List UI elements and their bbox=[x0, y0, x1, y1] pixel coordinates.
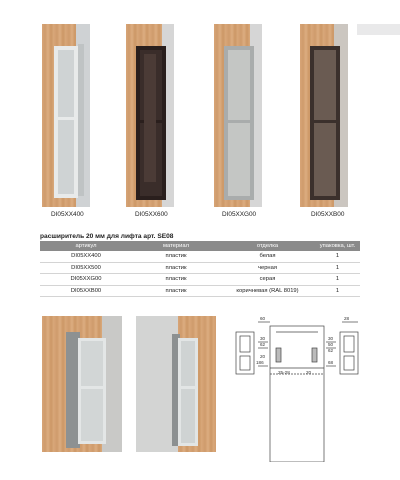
cell-finish: белая bbox=[220, 251, 315, 262]
drawing-main-frame bbox=[270, 326, 324, 462]
table-header-row bbox=[40, 241, 360, 251]
product-code: DI05XXG00 bbox=[222, 211, 257, 218]
dim-label: 68 bbox=[328, 360, 334, 365]
drawing-right-frame bbox=[340, 332, 358, 374]
installed-photo-front bbox=[42, 316, 122, 452]
cell-pack: 1 bbox=[315, 274, 360, 286]
dim-label: 20 bbox=[260, 354, 266, 359]
cell-pack: 1 bbox=[315, 251, 360, 262]
cell-finish: черная bbox=[220, 262, 315, 274]
dim-label: 50 bbox=[328, 342, 334, 347]
col-header-pack: упаковка, шт. bbox=[315, 241, 360, 251]
cell-pack: 1 bbox=[315, 262, 360, 274]
drawing-left-frame bbox=[236, 332, 254, 374]
product-code: DI05XX600 bbox=[135, 211, 168, 218]
product-code: DI05XX400 bbox=[51, 211, 84, 218]
technical-drawing bbox=[232, 312, 360, 462]
cell-material: пластик bbox=[132, 285, 220, 297]
cell-finish: коричневая (RAL 8019) bbox=[220, 285, 315, 297]
table-row bbox=[40, 251, 360, 262]
col-header-finish: отделка bbox=[220, 241, 315, 251]
cell-pack: 1 bbox=[315, 285, 360, 297]
dim-label: 30 bbox=[328, 336, 334, 341]
cell-material: пластик bbox=[132, 262, 220, 274]
table-row bbox=[40, 274, 360, 286]
cell-article: DI05XX400 bbox=[40, 251, 132, 262]
dim-label: 28 bbox=[344, 316, 350, 321]
spec-table bbox=[40, 241, 360, 297]
table-row bbox=[40, 262, 360, 274]
product-photo-white bbox=[42, 24, 90, 207]
cell-finish: серая bbox=[220, 274, 315, 286]
dim-label: 62 bbox=[328, 348, 334, 353]
col-header-material: материал bbox=[132, 241, 220, 251]
product-photo-black bbox=[126, 24, 174, 207]
dim-label: 186 bbox=[256, 360, 264, 365]
dim-label: 20 bbox=[306, 370, 312, 375]
product-photo-brown bbox=[300, 24, 348, 207]
page-tab bbox=[357, 24, 400, 35]
cell-article: DI05XXG00 bbox=[40, 274, 132, 286]
dim-label: 30 bbox=[260, 336, 266, 341]
product-photo-grey bbox=[214, 24, 262, 207]
installed-photo-side bbox=[136, 316, 216, 452]
col-header-article: артикул bbox=[40, 241, 132, 251]
cell-material: пластик bbox=[132, 251, 220, 262]
cell-article: DI05XX500 bbox=[40, 262, 132, 274]
product-code: DI05XXB00 bbox=[311, 211, 345, 218]
cell-material: пластик bbox=[132, 274, 220, 286]
spec-heading: расширитель 20 мм для лифта арт. SE08 bbox=[40, 233, 174, 240]
table-row bbox=[40, 285, 360, 297]
dim-label: 60 bbox=[260, 316, 266, 321]
dim-label: 25-28 bbox=[278, 370, 290, 375]
cell-article: DI05XXB00 bbox=[40, 285, 132, 297]
dim-label: 62 bbox=[260, 342, 266, 347]
